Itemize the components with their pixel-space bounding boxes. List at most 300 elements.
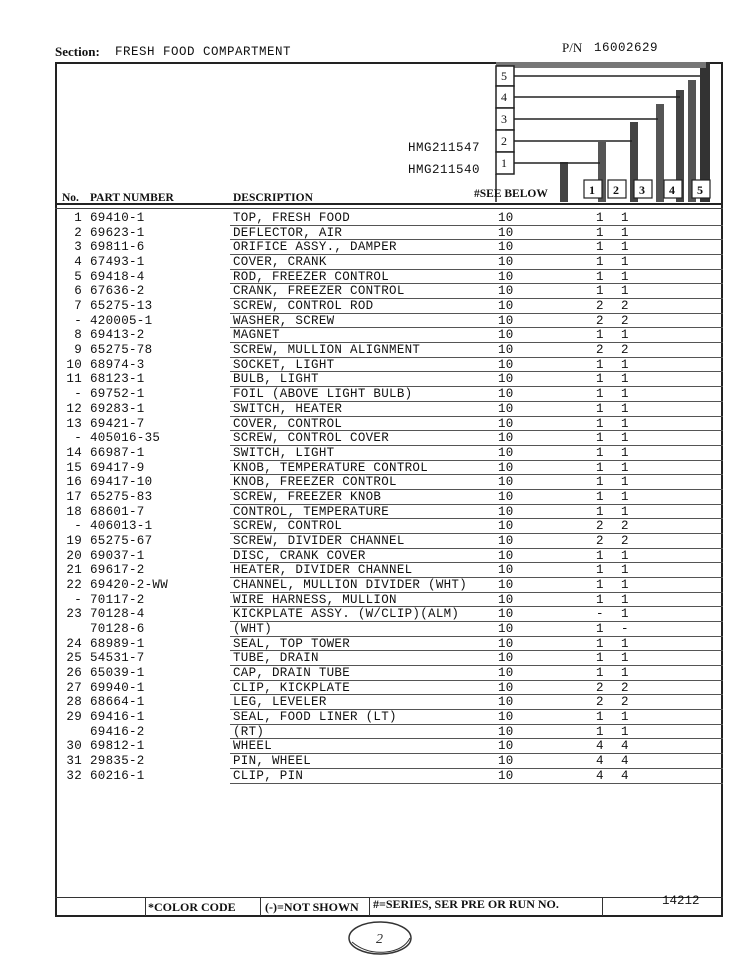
row-see-below: 10 — [498, 475, 514, 490]
row-item-number: 13 — [66, 416, 82, 431]
row-see-below: 10 — [498, 299, 514, 314]
row-description: SCREW, CONTROL — [233, 519, 343, 534]
row-item-number: 11 — [66, 372, 82, 387]
row-rule — [230, 283, 723, 284]
row-part-number: 69416-1 — [90, 710, 145, 725]
row-rule — [230, 783, 723, 784]
row-qty-series-2: 2 — [621, 533, 629, 548]
row-description: CHANNEL, MULLION DIVIDER (WHT) — [233, 578, 468, 592]
row-description: CLIP, KICKPLATE — [233, 680, 351, 695]
row-qty-series-1: 1 — [596, 504, 604, 519]
row-see-below: 10 — [498, 563, 514, 578]
row-see-below: 10 — [498, 240, 514, 255]
row-item-number: 12 — [66, 401, 82, 416]
row-item-number: 15 — [66, 460, 82, 475]
row-item-number: 23 — [66, 607, 82, 622]
row-rule — [230, 636, 723, 637]
row-see-below: 10 — [498, 548, 514, 563]
col-header-description: DESCRIPTION — [233, 192, 313, 204]
row-qty-series-1: 2 — [596, 533, 604, 548]
row-item-number: 8 — [74, 328, 82, 343]
row-description: ORIFICE ASSY., DAMPER — [233, 240, 397, 255]
footer-color-code: *COLOR CODE — [148, 900, 236, 914]
row-part-number: 60216-1 — [90, 768, 145, 783]
footer-series-note: #=SERIES, SER PRE OR RUN NO. — [373, 897, 559, 911]
row-qty-series-1: 1 — [596, 284, 604, 299]
row-description: SCREW, FREEZER KNOB — [233, 489, 382, 504]
row-part-number: 406013-1 — [90, 519, 153, 534]
row-item-number: 28 — [66, 695, 82, 710]
row-qty-series-2: 4 — [621, 754, 629, 769]
row-part-number: 70128-6 — [90, 622, 145, 637]
row-qty-series-1: 1 — [596, 328, 604, 343]
row-part-number: 69421-7 — [90, 416, 145, 431]
row-qty-series-1: 4 — [596, 754, 604, 769]
row-item-number: 3 — [74, 240, 82, 255]
row-qty-series-2: 1 — [621, 225, 629, 240]
row-description: SCREW, MULLION ALIGNMENT — [233, 343, 421, 358]
row-qty-series-1: 1 — [596, 578, 604, 592]
row-item-number: 30 — [66, 739, 82, 754]
row-see-below: 10 — [498, 445, 514, 460]
row-rule — [230, 562, 723, 563]
row-item-number: - — [74, 387, 82, 402]
row-see-below: 10 — [498, 651, 514, 666]
row-see-below: 10 — [498, 592, 514, 607]
row-description: CONTROL, TEMPERATURE — [233, 504, 390, 519]
row-qty-series-2: 1 — [621, 607, 629, 622]
row-part-number: 69812-1 — [90, 739, 145, 754]
row-description: (WHT) — [233, 622, 273, 637]
row-rule — [230, 445, 723, 446]
row-item-number: 22 — [66, 578, 82, 592]
row-description: TOP, FRESH FOOD — [233, 211, 351, 225]
row-rule — [230, 709, 723, 710]
stamp-page-number: 2 — [376, 932, 383, 947]
row-rule — [230, 460, 723, 461]
row-item-number: 1 — [74, 211, 82, 225]
row-see-below: 10 — [498, 255, 514, 270]
footer-doc-number: 14212 — [662, 894, 700, 908]
row-rule — [230, 269, 723, 270]
row-qty-series-2: 1 — [621, 592, 629, 607]
row-item-number: - — [74, 313, 82, 328]
row-description: WASHER, SCREW — [233, 313, 335, 328]
row-item-number: 5 — [74, 269, 82, 284]
model-number-1: HMG211547 — [408, 141, 481, 155]
row-qty-series-2: 1 — [621, 710, 629, 725]
row-description: SEAL, FOOD LINER (LT) — [233, 710, 397, 725]
row-item-number: 19 — [66, 533, 82, 548]
series-box-label: 2 — [501, 134, 507, 148]
row-see-below: 10 — [498, 768, 514, 783]
row-qty-series-2: 1 — [621, 563, 629, 578]
row-rule — [230, 665, 723, 666]
row-part-number: 68664-1 — [90, 695, 145, 710]
row-rule — [230, 738, 723, 739]
row-part-number: 68601-7 — [90, 504, 145, 519]
row-part-number: 67493-1 — [90, 255, 145, 270]
row-qty-series-2: 1 — [621, 666, 629, 681]
row-qty-series-2: 4 — [621, 768, 629, 783]
row-qty-series-1: 1 — [596, 475, 604, 490]
row-see-below: 10 — [498, 666, 514, 681]
row-description: CAP, DRAIN TUBE — [233, 666, 351, 681]
row-qty-series-2: 1 — [621, 328, 629, 343]
row-item-number: - — [74, 519, 82, 534]
row-description: DISC, CRANK COVER — [233, 548, 366, 563]
row-item-number: 29 — [66, 710, 82, 725]
series-box-label: 3 — [501, 112, 507, 126]
row-qty-series-1: 1 — [596, 592, 604, 607]
row-part-number: 54531-7 — [90, 651, 145, 666]
row-rule — [230, 768, 723, 769]
row-part-number: 69940-1 — [90, 680, 145, 695]
row-see-below: 10 — [498, 504, 514, 519]
row-see-below: 10 — [498, 225, 514, 240]
row-rule — [230, 386, 723, 387]
row-rule — [230, 621, 723, 622]
row-see-below: 10 — [498, 533, 514, 548]
row-qty-series-2: 2 — [621, 313, 629, 328]
row-qty-series-2: 1 — [621, 475, 629, 490]
row-rule — [230, 225, 723, 226]
row-qty-series-2: 2 — [621, 299, 629, 314]
row-see-below: 10 — [498, 211, 514, 225]
row-item-number: 9 — [74, 343, 82, 358]
row-see-below: 10 — [498, 622, 514, 637]
row-item-number: 31 — [66, 754, 82, 769]
row-qty-series-1: 1 — [596, 724, 604, 739]
row-rule — [230, 371, 723, 372]
row-part-number: 70117-2 — [90, 592, 145, 607]
row-description: ROD, FREEZER CONTROL — [233, 269, 390, 284]
row-description: SWITCH, HEATER — [233, 401, 343, 416]
row-part-number: 65275-13 — [90, 299, 153, 314]
row-part-number: 69418-4 — [90, 269, 145, 284]
row-qty-series-2: 1 — [621, 401, 629, 416]
row-rule — [230, 650, 723, 651]
row-item-number: 26 — [66, 666, 82, 681]
row-see-below: 10 — [498, 724, 514, 739]
row-description: SCREW, CONTROL ROD — [233, 299, 374, 314]
series-box-label: 5 — [501, 69, 507, 83]
row-see-below: 10 — [498, 489, 514, 504]
row-qty-series-1: 2 — [596, 343, 604, 358]
row-qty-series-1: 1 — [596, 460, 604, 475]
row-rule — [230, 327, 723, 328]
footer-separator — [602, 898, 603, 916]
row-qty-series-1: 1 — [596, 416, 604, 431]
row-see-below: 10 — [498, 357, 514, 372]
row-description: WHEEL — [233, 739, 273, 754]
row-item-number: - — [74, 431, 82, 446]
row-qty-series-2: 2 — [621, 343, 629, 358]
row-qty-series-1: 1 — [596, 489, 604, 504]
row-description: KNOB, FREEZER CONTROL — [233, 475, 397, 490]
row-item-number: 32 — [66, 768, 82, 783]
row-qty-series-1: 1 — [596, 269, 604, 284]
row-rule — [230, 298, 723, 299]
row-qty-series-2: 2 — [621, 519, 629, 534]
row-qty-series-2: 1 — [621, 269, 629, 284]
row-rule — [230, 592, 723, 593]
row-part-number: 69752-1 — [90, 387, 145, 402]
col-header-see-below: #SEE BELOW — [474, 188, 548, 200]
row-item-number: 20 — [66, 548, 82, 563]
row-see-below: 10 — [498, 431, 514, 446]
row-description: COVER, CONTROL — [233, 416, 343, 431]
row-qty-series-2: 2 — [621, 680, 629, 695]
row-description: PIN, WHEEL — [233, 754, 312, 769]
row-part-number: 67636-2 — [90, 284, 145, 299]
row-qty-series-2: - — [621, 622, 629, 637]
row-see-below: 10 — [498, 343, 514, 358]
row-rule — [230, 518, 723, 519]
series-col-5: 5 — [697, 183, 703, 197]
row-qty-series-1: 1 — [596, 240, 604, 255]
series-column-headers — [582, 178, 722, 202]
row-see-below: 10 — [498, 460, 514, 475]
series-box-label: 4 — [501, 90, 507, 104]
row-qty-series-1: 1 — [596, 431, 604, 446]
row-qty-series-1: 1 — [596, 651, 604, 666]
row-see-below: 10 — [498, 328, 514, 343]
row-qty-series-1: 1 — [596, 211, 604, 225]
row-rule — [230, 239, 723, 240]
row-see-below: 10 — [498, 710, 514, 725]
series-col-2: 2 — [613, 183, 619, 197]
row-item-number: 21 — [66, 563, 82, 578]
row-see-below: 10 — [498, 607, 514, 622]
row-part-number: 69416-2 — [90, 724, 145, 739]
row-qty-series-2: 1 — [621, 211, 629, 225]
series-col-1: 1 — [589, 183, 595, 197]
row-qty-series-1: 2 — [596, 695, 604, 710]
row-qty-series-2: 1 — [621, 357, 629, 372]
part-number-label: P/N — [562, 40, 583, 55]
row-description: SCREW, DIVIDER CHANNEL — [233, 533, 405, 548]
row-item-number: 14 — [66, 445, 82, 460]
row-see-below: 10 — [498, 387, 514, 402]
row-part-number: 69037-1 — [90, 548, 145, 563]
row-part-number: 65275-83 — [90, 489, 153, 504]
row-part-number: 69417-9 — [90, 460, 145, 475]
row-rule — [230, 533, 723, 534]
row-description: (RT) — [233, 724, 265, 739]
row-part-number: 65275-78 — [90, 343, 153, 358]
row-part-number: 69420-2-WW — [90, 578, 169, 592]
row-see-below: 10 — [498, 695, 514, 710]
row-rule — [230, 416, 723, 417]
row-qty-series-1: 2 — [596, 680, 604, 695]
section-title: FRESH FOOD COMPARTMENT — [115, 45, 292, 59]
row-qty-series-2: 1 — [621, 651, 629, 666]
row-qty-series-1: 1 — [596, 255, 604, 270]
row-part-number: 69283-1 — [90, 401, 145, 416]
row-rule — [230, 606, 723, 607]
row-see-below: 10 — [498, 680, 514, 695]
row-see-below: 10 — [498, 313, 514, 328]
row-qty-series-1: - — [596, 607, 604, 622]
footer-separator — [145, 898, 146, 916]
row-qty-series-1: 1 — [596, 401, 604, 416]
col-header-no: No. — [62, 192, 79, 204]
row-item-number: 7 — [74, 299, 82, 314]
row-item-number: 17 — [66, 489, 82, 504]
row-part-number: 68989-1 — [90, 636, 145, 651]
row-part-number: 69413-2 — [90, 328, 145, 343]
row-rule — [230, 548, 723, 549]
row-qty-series-1: 1 — [596, 387, 604, 402]
row-part-number: 66987-1 — [90, 445, 145, 460]
row-see-below: 10 — [498, 372, 514, 387]
row-description: SOCKET, LIGHT — [233, 357, 335, 372]
row-description: FOIL (ABOVE LIGHT BULB) — [233, 387, 413, 402]
row-qty-series-2: 1 — [621, 636, 629, 651]
series-col-4: 4 — [669, 183, 675, 197]
row-item-number: 10 — [66, 357, 82, 372]
row-rule — [230, 724, 723, 725]
row-description: KNOB, TEMPERATURE CONTROL — [233, 460, 429, 475]
row-description: SWITCH, LIGHT — [233, 445, 335, 460]
row-qty-series-1: 1 — [596, 225, 604, 240]
row-see-below: 10 — [498, 519, 514, 534]
row-item-number: 2 — [74, 225, 82, 240]
footer-not-shown: (-)=NOT SHOWN — [265, 900, 359, 914]
row-item-number: 16 — [66, 475, 82, 490]
row-qty-series-2: 1 — [621, 548, 629, 563]
series-box-label: 1 — [501, 156, 507, 170]
row-see-below: 10 — [498, 754, 514, 769]
row-qty-series-2: 1 — [621, 387, 629, 402]
row-qty-series-1: 4 — [596, 768, 604, 783]
col-header-part-number: PART NUMBER — [90, 192, 174, 204]
row-qty-series-2: 1 — [621, 372, 629, 387]
row-rule — [230, 474, 723, 475]
row-qty-series-1: 1 — [596, 636, 604, 651]
row-part-number: 65275-67 — [90, 533, 153, 548]
row-qty-series-1: 1 — [596, 563, 604, 578]
row-part-number: 29835-2 — [90, 754, 145, 769]
row-description: CRANK, FREEZER CONTROL — [233, 284, 405, 299]
row-item-number: 18 — [66, 504, 82, 519]
row-qty-series-1: 2 — [596, 313, 604, 328]
row-qty-series-2: 1 — [621, 724, 629, 739]
row-item-number: 4 — [74, 255, 82, 270]
row-rule — [230, 342, 723, 343]
row-see-below: 10 — [498, 284, 514, 299]
part-number-value: 16002629 — [594, 41, 659, 55]
row-qty-series-2: 1 — [621, 240, 629, 255]
footer-separator — [260, 898, 261, 916]
row-part-number: 69410-1 — [90, 211, 145, 225]
row-rule — [230, 489, 723, 490]
row-qty-series-2: 1 — [621, 255, 629, 270]
row-qty-series-2: 2 — [621, 695, 629, 710]
row-qty-series-2: 4 — [621, 739, 629, 754]
row-qty-series-2: 1 — [621, 431, 629, 446]
row-item-number: 24 — [66, 636, 82, 651]
row-qty-series-1: 4 — [596, 739, 604, 754]
row-item-number: 6 — [74, 284, 82, 299]
row-description: SCREW, CONTROL COVER — [233, 431, 390, 446]
row-qty-series-2: 1 — [621, 460, 629, 475]
row-part-number: 69623-1 — [90, 225, 145, 240]
row-rule — [230, 753, 723, 754]
row-part-number: 69417-10 — [90, 475, 153, 490]
row-description: COVER, CRANK — [233, 255, 327, 270]
row-description: BULB, LIGHT — [233, 372, 319, 387]
row-see-below: 10 — [498, 416, 514, 431]
section-label: Section: — [55, 44, 100, 59]
page-number-stamp — [346, 918, 414, 958]
row-part-number: 69617-2 — [90, 563, 145, 578]
row-qty-series-1: 2 — [596, 519, 604, 534]
row-item-number: 25 — [66, 651, 82, 666]
footer-separator — [369, 898, 370, 916]
row-qty-series-1: 1 — [596, 710, 604, 725]
row-rule — [230, 254, 723, 255]
row-qty-series-2: 1 — [621, 445, 629, 460]
row-qty-series-1: 1 — [596, 548, 604, 563]
row-qty-series-2: 1 — [621, 284, 629, 299]
row-rule — [230, 357, 723, 358]
row-rule — [230, 504, 723, 505]
header-underline — [55, 208, 723, 209]
row-description: MAGNET — [233, 328, 280, 343]
model-number-2: HMG211540 — [408, 163, 481, 177]
row-see-below: 10 — [498, 636, 514, 651]
row-rule — [230, 313, 723, 314]
row-see-below: 10 — [498, 578, 514, 592]
row-description: DEFLECTOR, AIR — [233, 225, 343, 240]
row-rule — [230, 430, 723, 431]
row-qty-series-2: 1 — [621, 504, 629, 519]
row-rule — [230, 680, 723, 681]
row-qty-series-1: 1 — [596, 666, 604, 681]
row-part-number: 65039-1 — [90, 666, 145, 681]
row-qty-series-2: 1 — [621, 578, 629, 592]
row-see-below: 10 — [498, 739, 514, 754]
row-item-number: 27 — [66, 680, 82, 695]
row-description: LEG, LEVELER — [233, 695, 327, 710]
row-part-number: 420005-1 — [90, 313, 153, 328]
row-qty-series-1: 1 — [596, 372, 604, 387]
row-rule — [230, 694, 723, 695]
row-rule — [230, 401, 723, 402]
row-description: SEAL, TOP TOWER — [233, 636, 351, 651]
row-qty-series-1: 1 — [596, 357, 604, 372]
row-part-number: 69811-6 — [90, 240, 145, 255]
row-part-number: 70128-4 — [90, 607, 145, 622]
row-see-below: 10 — [498, 401, 514, 416]
row-qty-series-1: 1 — [596, 445, 604, 460]
row-qty-series-2: 1 — [621, 489, 629, 504]
row-qty-series-1: 1 — [596, 622, 604, 637]
row-part-number: 405016-35 — [90, 431, 161, 446]
row-description: HEATER, DIVIDER CHANNEL — [233, 563, 413, 578]
row-qty-series-1: 2 — [596, 299, 604, 314]
row-part-number: 68123-1 — [90, 372, 145, 387]
row-description: WIRE HARNESS, MULLION — [233, 592, 397, 607]
series-col-3: 3 — [639, 183, 645, 197]
row-part-number: 68974-3 — [90, 357, 145, 372]
row-description: CLIP, PIN — [233, 768, 304, 783]
row-item-number: - — [74, 592, 82, 607]
row-qty-series-2: 1 — [621, 416, 629, 431]
row-description: TUBE, DRAIN — [233, 651, 319, 666]
